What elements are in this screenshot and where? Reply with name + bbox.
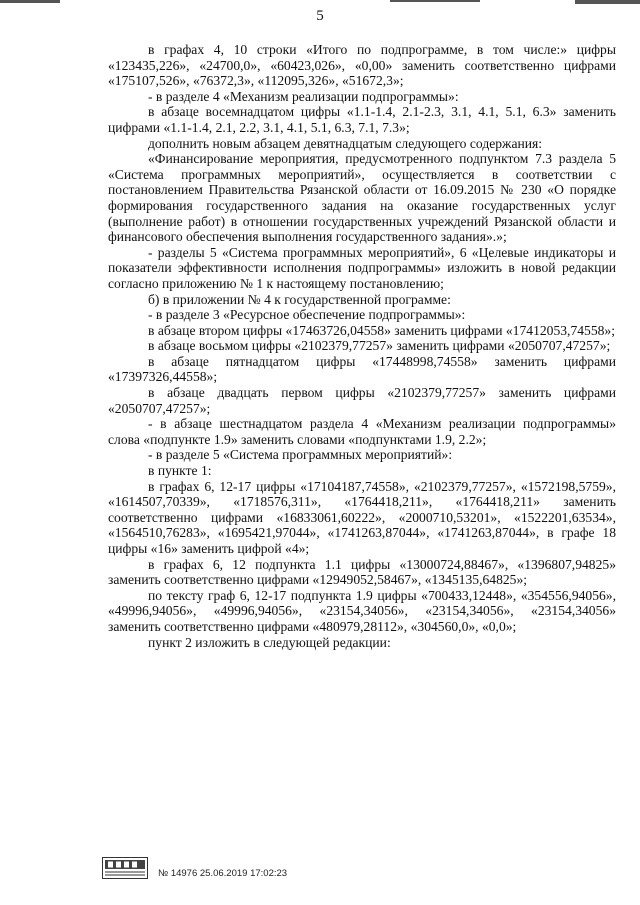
paragraph: дополнить новым абзацем девятнадцатым следующего содержания: <box>148 135 543 151</box>
paragraph: в абзаце восьмом цифры «2102379,77257» заменить цифрами «2050707,47257»; <box>148 338 611 354</box>
paragraph: - в разделе 4 «Механизм реализации подпрограммы»: <box>148 88 459 104</box>
registry-stamp-icon <box>102 857 148 879</box>
paragraph: «Финансирование мероприятия, предусмотренного подпунктом 7.3 раздела 5 «Система программных мероприятий», осуществляется в соответствии с постановлением Правительства Рязанской области от 16.09.2015 № 230 «О порядке формирования государственного задания на оказание государственных услуг (выполнение работ) в отношении государственных учреждений Рязанской области и финансового обеспечения выполнения государственного задания».»; <box>108 151 616 245</box>
paragraph: - разделы 5 «Система программных мероприятий», 6 «Целевые индикаторы и показатели эффективности исполнения подпрограммы» изложить в новой редакции согласно приложению № 1 к настоящему постановлению; <box>108 244 616 291</box>
scan-artifact <box>575 0 640 4</box>
document-registration-id: № 14976 25.06.2019 17:02:23 <box>158 868 288 879</box>
paragraph: б) в приложении № 4 к государственной программе: <box>148 291 451 307</box>
scan-artifact <box>0 0 60 3</box>
paragraph: в абзаце пятнадцатом цифры «17448998,74558» заменить цифрами «17397326,44558»; <box>108 353 616 385</box>
paragraph: в пункте 1: <box>148 463 212 479</box>
paragraph: в абзаце восемнадцатом цифры «1.1-1.4, 2.1-2.3, 3.1, 4.1, 5.1, 6.3» заменить цифрами «1.1-1.4, 2.1, 2.2, 3.1, 4.1, 5.1, 6.3, 7.1, 7.3»; <box>108 104 616 135</box>
paragraph: в абзаце двадцать первом цифры «2102379,77257» заменить цифрами «2050707,47257»; <box>108 385 616 416</box>
page-number: 5 <box>316 8 324 24</box>
paragraph: в графах 6, 12-17 цифры «17104187,74558», «2102379,77257», «1572198,5759», «1614507,70339», «1718576,311», «1764418,211», «1764418,211» заменить соответственно цифрами «16833061,60222», «2000710,53201», «1522201,63534», «1564510,76283», «1695421,97044», «1741263,87044», «1741263,87044», в графе 18 цифры «16» заменить цифрой «4»; <box>108 478 616 556</box>
paragraph: - в разделе 3 «Ресурсное обеспечение подпрограммы»: <box>148 307 466 323</box>
paragraph: по тексту граф 6, 12-17 подпункта 1.9 цифры «700433,12448», «354556,94056», «49996,94056», «49996,94056», «23154,34056», «23154,34056», «23154,34056» заменить соответственно цифрами «480979,28112», «304560,0», «0,0»; <box>108 587 616 634</box>
paragraph: в абзаце втором цифры «17463726,04558» заменить цифрами «17412053,74558»; <box>148 322 616 338</box>
scan-artifact <box>390 0 480 2</box>
paragraph: в графах 4, 10 строки «Итого по подпрограмме, в том числе:» цифры «123435,226», «24700,0», «60423,026», «0,00» заменить соответственно цифрами «175107,526», «76372,3», «112095,326», «51672,3»; <box>108 42 616 89</box>
paragraph: - в абзаце шестнадцатом раздела 4 «Механизм реализации подпрограммы» слова «подпункте 1.9» заменить словами «подпунктами 1.9, 2.2»; <box>108 416 616 447</box>
paragraph: - в разделе 5 «Система программных мероприятий»: <box>148 447 453 463</box>
paragraph: пункт 2 изложить в следующей редакции: <box>148 634 391 650</box>
document-body <box>108 42 616 650</box>
paragraph: в графах 6, 12 подпункта 1.1 цифры «13000724,88467», «1396807,94825» заменить соответственно цифрами «12949052,58467», «1345135,64825»; <box>108 556 616 588</box>
